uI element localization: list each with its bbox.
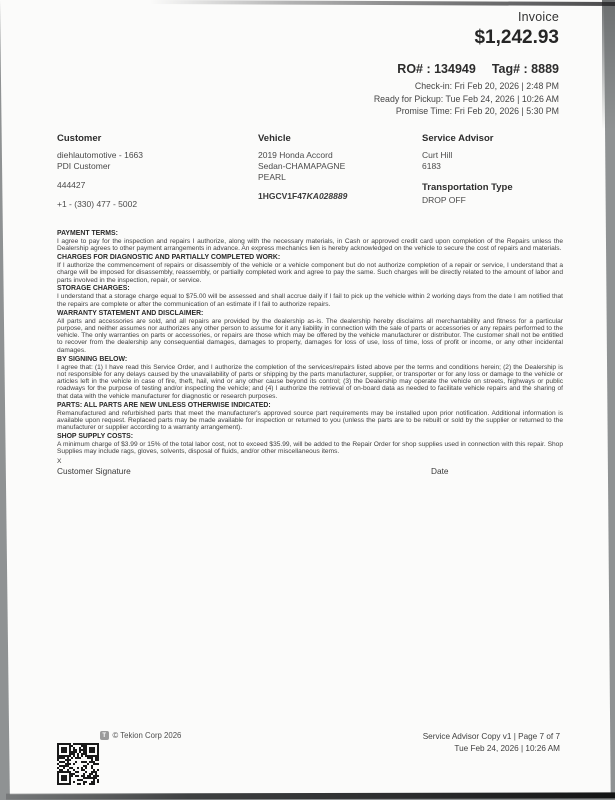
- tekion-logo-icon: T: [100, 731, 109, 740]
- transportation-type-heading: Transportation Type: [422, 182, 513, 193]
- customer-dealer: diehlautomotive - 1663: [57, 150, 144, 160]
- terms-body: A minimum charge of $3.99 or 15% of the total labor cost, not to exceed $35.99, will be added to the Repair Order for shop supplies used in connection with this repair. Shop Supplies may include rags, gloves, solvents, disposal of fluids, and/or other miscellaneous items.: [57, 440, 563, 456]
- terms-body: I understand that a storage charge equal to $75.00 will be assessed and shall accrue daily if I fail to pick up the vehicle within 2 working days from the date I am notified that the repairs are complete or after the communication of an estimate if I fail to authorize repairs.: [57, 293, 563, 308]
- signature-row: [57, 466, 563, 478]
- terms-section-parts: [57, 402, 563, 432]
- check-in-time: Check-in: Fri Feb 20, 2026 | 2:48 PM: [414, 81, 559, 91]
- customer-section: [57, 133, 247, 210]
- service-advisor-id: 6183: [422, 161, 441, 171]
- terms-and-conditions: [57, 230, 563, 457]
- terms-section-payment: [57, 230, 563, 253]
- customer-signature-label: Customer Signature: [57, 466, 131, 476]
- signature-x-mark: X: [57, 458, 62, 465]
- terms-heading: WARRANTY STATEMENT AND DISCLAIMER:: [57, 309, 204, 317]
- terms-heading: PAYMENT TERMS:: [57, 230, 118, 237]
- terms-body: Remanufactured and refurbished parts that meet the manufacturer's approved source part requirements may be installed upon prior notification. Additional information is available upon request. Replaced parts may be made available for inspection or returned to you (unless the parts are to be rebuilt or sold by the supplier or returned to the manufacturer or supplier according to a warranty arrangement).: [57, 409, 563, 432]
- terms-section-storage-charges: [57, 285, 563, 308]
- customer-heading: Customer: [57, 133, 102, 144]
- vin-suffix: KA028889: [306, 191, 348, 201]
- ro-tag-line: [374, 62, 559, 76]
- terms-body: I agree that: (1) I have read this Service Order, and I authorize the completion of the services/repairs listed above per the terms and conditions herein; (2) the Dealership is not responsible for any delays caused by the unavailability of parts or shipping by the parts manufacturer, supplier, or transporter or for any loss or damage to the vehicle or articles left in the vehicle in case of fire, theft, hail, wind or any other cause beyond its control; (3) the Dealership may operate the vehicle on streets, highways or public roadways for the purpose of testing and/or inspecting the vehicle; and (4) I authorize the retrieval of on-board data as needed to facilitate vehicle repairs and the sharing of that data with the vehicle manufacturer for diagnostic or research purposes.: [57, 363, 563, 400]
- vehicle-section: [258, 133, 413, 202]
- customer-name: PDI Customer: [57, 161, 111, 171]
- qr-code: [57, 743, 99, 785]
- vehicle-heading: Vehicle: [258, 133, 291, 144]
- vehicle-trim-line2: PEARL: [258, 172, 286, 182]
- terms-heading: BY SIGNING BELOW:: [57, 355, 128, 363]
- vehicle-trim-line1: Sedan-CHAMAPAGNE: [258, 161, 346, 171]
- terms-heading: STORAGE CHARGES:: [57, 285, 130, 293]
- invoice-total: $1,242.93: [474, 27, 559, 48]
- customer-id: 444427: [57, 180, 86, 190]
- signature-block: [57, 458, 563, 478]
- terms-heading: CHARGES FOR DIAGNOSTIC AND PARTIALLY COMPLETED WORK:: [57, 254, 281, 262]
- promise-time: Promise Time: Fri Feb 20, 2026 | 5:30 PM: [395, 106, 559, 117]
- terms-body: All parts and accessories are sold, and all repairs are provided by the dealership as-is. The dealership hereby disclaims all merchantability and fitness for a particular purpose, and neither assumes nor authorizes any other person to assume for it any liability in connection with the sale of parts or accessories or any repairs performed to the vehicle. The only warranties on parts or accessories, or repairs are those which may be offered by the vehicle manufacturer or distributor. The customer shall not be entitled to recover from the dealership any consequential damages, damages to property, damages for loss of use, loss of time, loss of profit or income, or any other incidental damages.: [57, 317, 563, 354]
- vin-prefix: 1HGCV1F47: [258, 191, 307, 201]
- ready-for-pickup-time: Ready for Pickup: Tue Feb 24, 2026 | 10:26 AM: [373, 93, 559, 104]
- terms-heading: PARTS: ALL PARTS ARE NEW UNLESS OTHERWISE INDICATED:: [57, 401, 271, 409]
- header-dates: [374, 80, 559, 118]
- invoice-header: [374, 10, 559, 118]
- copyright-text: © Tekion Corp 2026: [112, 731, 182, 740]
- vehicle-vin: [258, 191, 413, 202]
- terms-body: I agree to pay for the inspection and repairs I authorize, along with the necessary materials, in Cash or approved credit card upon completion of the Repairs unless the Dealership agrees to other payment arrangements in advance. An express mechanics lien is hereby acknowledged on the vehicle to secure the cost of repairs and materials.: [57, 238, 563, 253]
- terms-body: If I authorize the commencement of repairs or disassembly of the vehicle or a vehicle component but do not authorize completion of a repair or service, I understand that a charge will be imposed for disassembly, reassembly, or partially completed work and agree to pay the same. Such charges will be directly related to the amount of labor and parts involved in the inspection, repair, or service.: [57, 262, 563, 284]
- tag-number: Tag# : 8889: [491, 62, 559, 76]
- copy-info: Service Advisor Copy v1 | Page 7 of 7: [422, 732, 560, 741]
- service-advisor-heading: Service Advisor: [422, 133, 494, 144]
- customer-phone: +1 - (330) 477 - 5002: [57, 199, 138, 209]
- terms-section-diagnostic-charges: [57, 254, 563, 284]
- footer-copyright-line: [100, 731, 181, 740]
- footer-page-info: [423, 731, 560, 756]
- terms-heading: SHOP SUPPLY COSTS:: [57, 432, 134, 440]
- ro-number: RO# : 134949: [397, 62, 476, 76]
- terms-section-warranty: [57, 310, 563, 354]
- terms-section-by-signing: [57, 356, 563, 400]
- print-timestamp: Tue Feb 24, 2026 | 10:26 AM: [454, 744, 560, 754]
- service-advisor-name: Curt Hill: [422, 150, 453, 160]
- service-advisor-section: [422, 133, 572, 206]
- doc-type-label: Invoice: [517, 10, 559, 24]
- date-label: Date: [431, 466, 449, 476]
- transportation-type-value: DROP OFF: [422, 195, 466, 205]
- terms-section-shop-supply: [57, 433, 563, 456]
- vehicle-model: 2019 Honda Accord: [258, 150, 333, 160]
